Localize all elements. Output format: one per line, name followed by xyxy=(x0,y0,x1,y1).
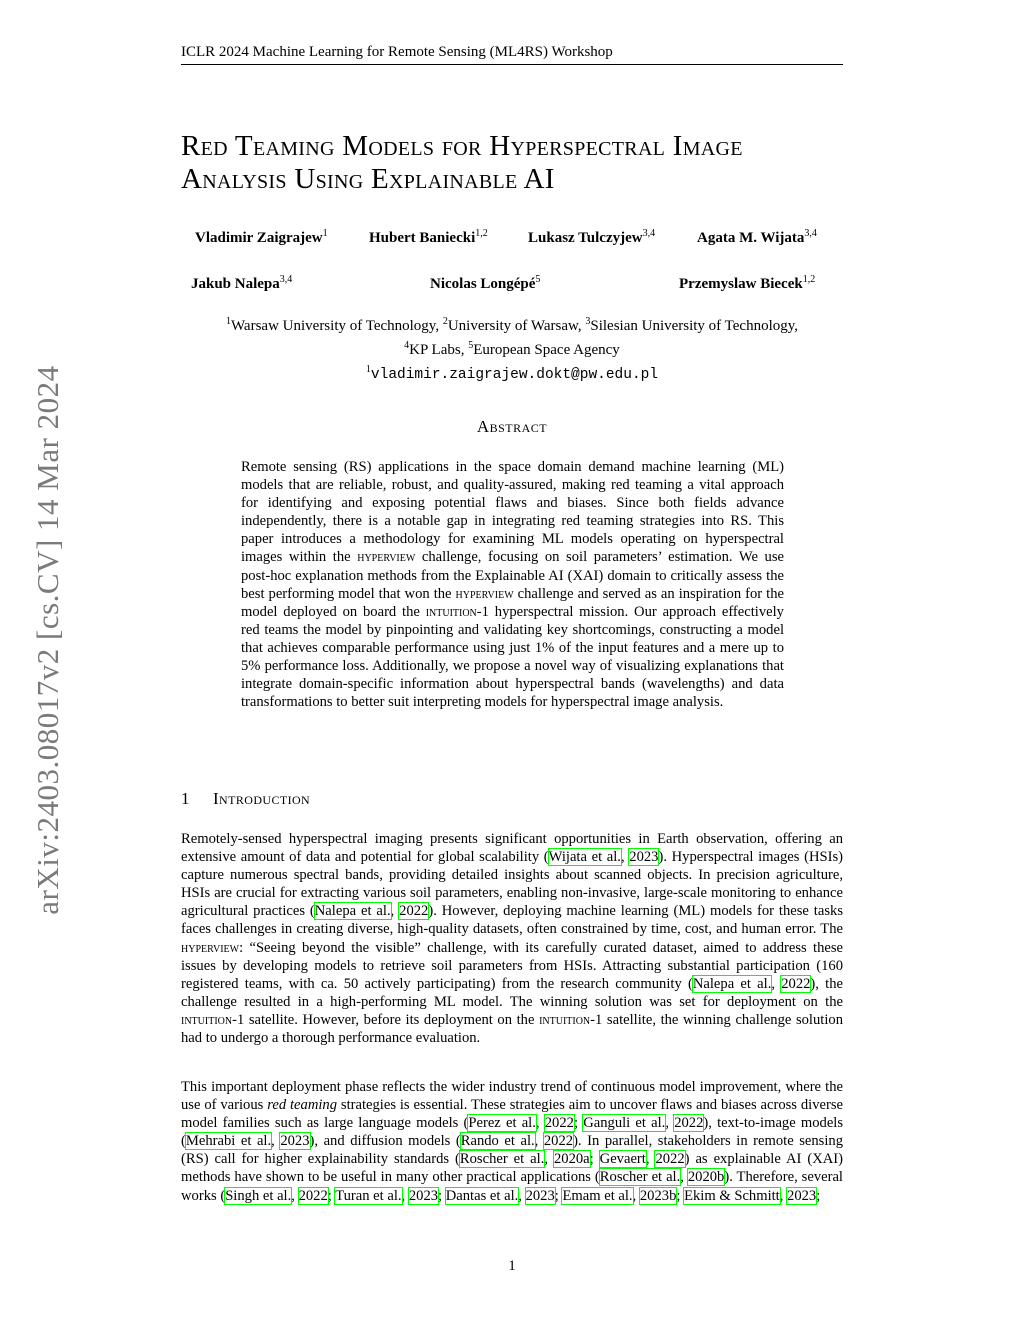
page-number: 1 xyxy=(508,1258,516,1274)
citation-link[interactable]: 2023 xyxy=(408,1187,439,1204)
affiliations xyxy=(181,312,843,385)
author: Lukasz Tulczyjew$^{3,4}$ xyxy=(528,228,656,246)
arxiv-side-stamp: arXiv:2403.08017v2 [cs.CV] 14 Mar 2024 xyxy=(30,365,65,915)
citation-link[interactable]: 2022 xyxy=(298,1187,328,1204)
citation-link[interactable]: Dantas et al. xyxy=(445,1187,519,1204)
affiliation-line-2: $^4$KP Labs, $^5$European Space Agency xyxy=(404,340,620,358)
citation-link[interactable]: Mehrabi et al. xyxy=(185,1133,272,1150)
citation-link[interactable]: 2022 xyxy=(544,1115,574,1132)
citation-link[interactable]: 2023 xyxy=(629,849,659,866)
citation-link[interactable]: 2020a xyxy=(553,1151,590,1168)
citation-link[interactable]: Perez et al. xyxy=(468,1115,536,1132)
citation-link[interactable]: 2022 xyxy=(543,1133,574,1150)
running-header: ICLR 2024 Machine Learning for Remote Sensing (ML4RS) Workshop xyxy=(181,44,613,60)
citation-link[interactable]: Nalepa et al. xyxy=(692,975,772,992)
author: Hubert Baniecki$^{1,2}$ xyxy=(369,228,488,246)
citation-link[interactable]: Wijata et al. xyxy=(548,849,621,866)
citation-link[interactable]: Roscher et al. xyxy=(599,1169,681,1186)
author: Agata M. Wijata$^{3,4}$ xyxy=(697,228,817,246)
citation-link[interactable]: Ekim & Schmitt xyxy=(684,1187,780,1204)
paper-title xyxy=(181,130,881,196)
citation-link[interactable]: Emam et al. xyxy=(562,1187,633,1204)
author: Jakub Nalepa$^{3,4}$ xyxy=(191,274,293,292)
citation-link[interactable]: Ganguli et al. xyxy=(583,1115,666,1132)
title-line-1: Red Teaming Models for Hyperspectral Image xyxy=(181,130,743,162)
abstract-heading: Abstract xyxy=(476,417,548,436)
citation-link[interactable]: Nalepa et al. xyxy=(314,903,391,920)
intro-paragraph-1: Remotely-sensed hyperspectral imaging presents significant opportunities in Earth observation, offering an extensive amount of data and potential for global scalability (Wijata et al., 2023). Hyperspectral images (HSIs) capture numerous spectral bands, providing detailed insights about scanned objects. In precision agriculture, HSIs are crucial for extracting various soil parameters, enabling non-invasive, large-scale monitoring to enhance agricultural practices (Nalepa et al., 2022). However, deploying machine learning (ML) models for these tasks faces challenges in creating diverse, high-quality datasets, often constrained by time, cost, and human error. The hyperview: “Seeing beyond the visible” challenge, with its carefully curated dataset, aimed to address these issues by developing models to retrieve soil parameters from HSIs. Attracting substantial participation (160 registered teams, with ca. 50 actively participating) from the research community (Nalepa et al., 2022), the challenge resulted in a high-performing ML model. The winning solution was set for deployment on the intuition-1 satellite. However, before its deployment on the intuition-1 satellite, the winning challenge solution had to undergo a thorough performance evaluation. xyxy=(181,831,843,1047)
intro-paragraph-2: This important deployment phase reflects the wider industry trend of continuous model improvement, where the use of various red teaming strategies is essential. These strategies aim to uncover flaws and biases across diverse model families such as large language models (Perez et al., 2022; Ganguli et al., 2022), text-to-image models (Mehrabi et al., 2023), and diffusion models (Rando et al., 2022). In parallel, stakeholders in remote sensing (RS) call for higher explainability standards (Roscher et al., 2020a; Gevaert, 2022) as explainable AI (XAI) methods have shown to be useful in many other practical applications (Roscher et al., 2020b). Therefore, several works (Singh et al., 2022; Turan et al., 2023; Dantas et al., 2023; Emam et al., 2023b; Ekim & Schmitt, 2023; xyxy=(181,1079,844,1204)
abstract-text: Remote sensing (RS) applications in the space domain demand machine learning (ML) models that are reliable, robust, and quality-assured, making red teaming a vital approach for identifying and exposing potential flaws and biases. Since both fields advance independently, there is a notable gap in integrating red teaming strategies into RS. This paper introduces a methodology for examining ML models operating on hyperspectral images within the hyperview challenge, focusing on soil parameters’ estimation. We use post-hoc explanation methods from the Explainable AI (XAI) domain to critically assess the best performing model that won the hyperview challenge and served as an inspiration for the model deployed on board the intuition-1 hyperspectral mission. Our approach effectively red teams the model by pinpointing and validating key shortcomings, constructing a model that achieves comparable performance using just 1% of the input features and a mere up to 5% performance loss. Additionally, we propose a novel way of visualizing explanations that integrate domain-specific information about hyperspectral bands (wavelengths) and data transformations to better suit interpreting models for hyperspectral image analysis. xyxy=(241,459,784,711)
header-rule xyxy=(181,64,843,65)
author: Przemyslaw Biecek$^{1,2}$ xyxy=(679,274,816,292)
citation-link[interactable]: 2022 xyxy=(399,903,429,920)
citation-link[interactable]: 2022 xyxy=(674,1115,704,1132)
citation-link[interactable]: 2022 xyxy=(781,975,811,992)
citation-link[interactable]: 2023b xyxy=(639,1187,677,1204)
citation-link[interactable]: 2023 xyxy=(787,1187,817,1204)
citation-link[interactable]: Turan et al. xyxy=(335,1187,402,1204)
citation-link[interactable]: 2023 xyxy=(525,1187,555,1204)
citation-link[interactable]: 2023 xyxy=(280,1133,310,1150)
citation-link[interactable]: Singh et al. xyxy=(225,1187,292,1204)
author: Vladimir Zaigrajew$^1$ xyxy=(195,228,328,246)
citation-link[interactable]: Roscher et al. xyxy=(459,1151,545,1168)
section-heading-introduction: 1 Introduction xyxy=(181,789,311,808)
citation-link[interactable]: 2022 xyxy=(655,1151,685,1168)
citation-link[interactable]: Rando et al. xyxy=(460,1133,535,1150)
citation-link[interactable]: 2020b xyxy=(687,1169,725,1186)
citation-link[interactable]: Gevaert xyxy=(599,1151,646,1168)
affiliation-line-1: $^1$Warsaw University of Technology, $^2$University of Warsaw, $^3$Silesian University of Technology, xyxy=(225,316,799,334)
contact-email[interactable]: $^1$vladimir.zaigrajew.dokt@pw.edu.pl xyxy=(365,364,659,383)
title-line-2: Analysis Using Explainable AI xyxy=(181,163,555,195)
author: Nicolas Longépé$^5$ xyxy=(430,274,541,292)
